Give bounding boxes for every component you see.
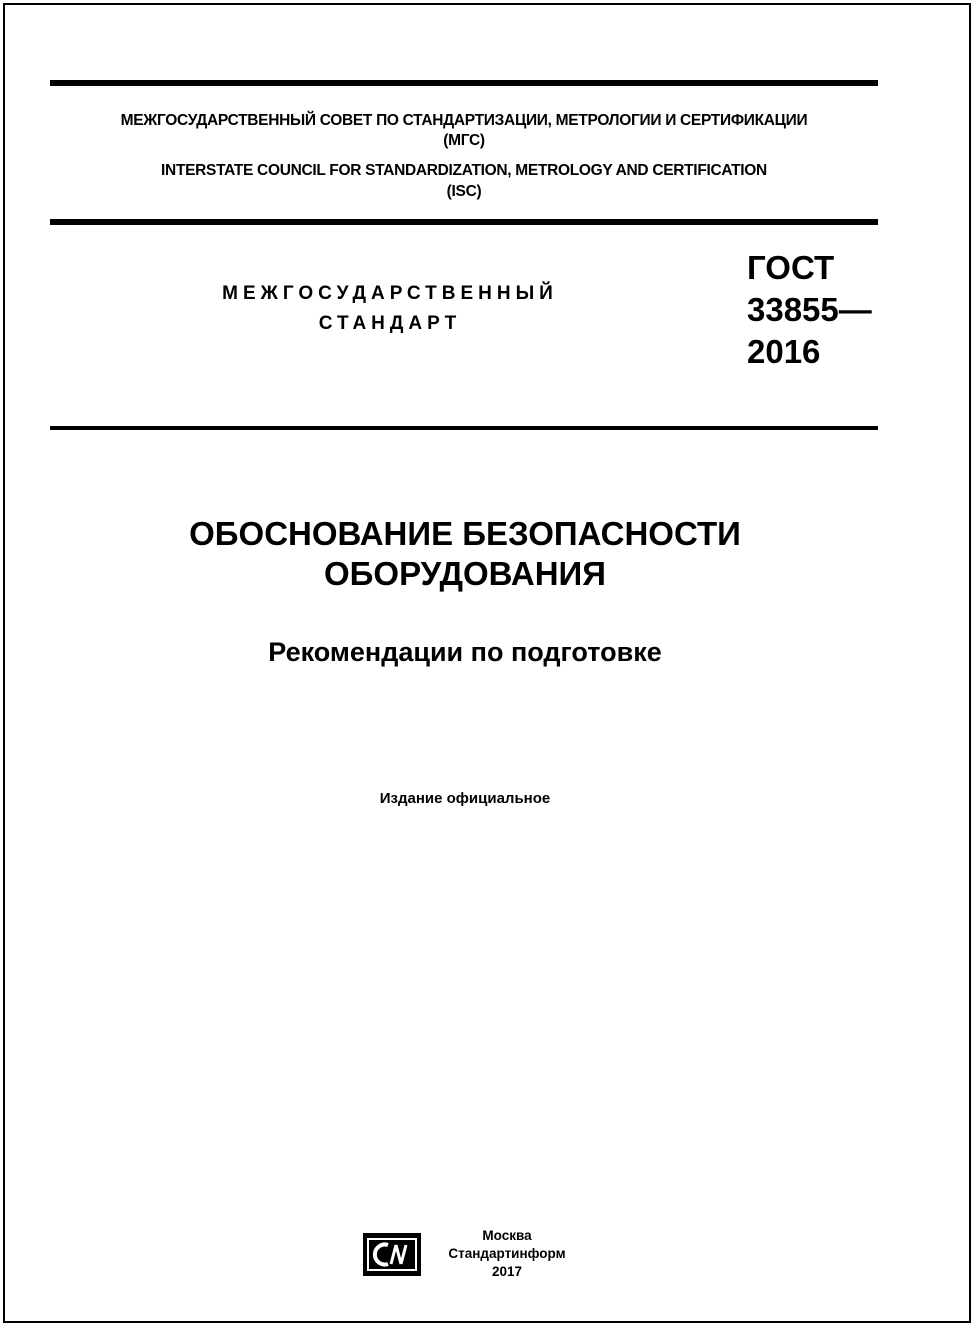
standard-type-line2: СТАНДАРТ bbox=[318, 313, 462, 334]
lower-rule bbox=[50, 426, 878, 430]
publisher-name: Стандартинформ bbox=[448, 1246, 566, 1261]
council-abbr-en: (ISC) bbox=[446, 183, 482, 200]
gost-year: 2016 bbox=[747, 333, 821, 370]
council-name-en: INTERSTATE COUNCIL FOR STANDARDIZATION, METROLOGY AND CERTIFICATION bbox=[161, 162, 767, 179]
top-rule bbox=[50, 80, 878, 86]
council-name-ru: МЕЖГОСУДАРСТВЕННЫЙ СОВЕТ ПО СТАНДАРТИЗАЦИИ, МЕТРОЛОГИИ И СЕРТИФИКАЦИИ bbox=[120, 112, 808, 129]
gost-number: 33855— bbox=[747, 291, 872, 328]
document-subtitle: Рекомендации по подготовке bbox=[268, 637, 662, 667]
standartinform-logo-icon bbox=[363, 1233, 421, 1276]
gost-label: ГОСТ bbox=[747, 249, 835, 286]
document-title-line2: ОБОРУДОВАНИЯ bbox=[324, 555, 606, 592]
publisher-city: Москва bbox=[482, 1228, 532, 1243]
middle-rule bbox=[50, 219, 878, 225]
publisher-year: 2017 bbox=[491, 1264, 523, 1279]
council-abbr-ru: (МГС) bbox=[443, 132, 485, 149]
document-title-line1: ОБОСНОВАНИЕ БЕЗОПАСНОСТИ bbox=[189, 515, 741, 552]
standard-type-line1: МЕЖГОСУДАРСТВЕННЫЙ bbox=[222, 283, 558, 304]
edition-label: Издание официальное bbox=[379, 790, 551, 807]
